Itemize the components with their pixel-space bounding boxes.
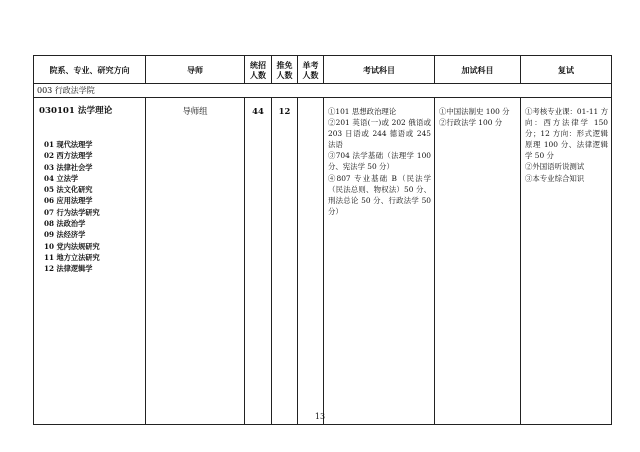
direction-item: 12 法律逻辑学 bbox=[44, 264, 93, 274]
table-header-row bbox=[34, 56, 612, 84]
add-exam-item: ①中国法制史 100 分 bbox=[439, 107, 510, 116]
header-exempt bbox=[272, 56, 298, 84]
direction-item: 06 应用法理学 bbox=[44, 196, 93, 206]
exempt-count: 12 bbox=[272, 98, 298, 425]
direction-item: 04 立法学 bbox=[44, 173, 79, 183]
direction-item: 09 法经济学 bbox=[44, 230, 86, 240]
department-row bbox=[34, 84, 612, 98]
advisor-cell: 导师组 bbox=[146, 98, 245, 425]
exam-item: ④807 专业基础 B（民法学（民法总则、物权法）50 分、刑法总论 50 分、行政法学 50 分） bbox=[328, 173, 431, 216]
direction-list bbox=[39, 139, 145, 275]
retest-cell bbox=[521, 98, 612, 425]
major-row bbox=[34, 98, 612, 425]
single-count bbox=[298, 98, 324, 425]
header-retest: 复试 bbox=[521, 56, 612, 84]
direction-item: 10 党内法规研究 bbox=[44, 241, 100, 251]
direction-item: 05 法文化研究 bbox=[44, 185, 93, 195]
direction-item: 07 行为法学研究 bbox=[44, 207, 100, 217]
retest-item: ②外国语听说测试 bbox=[525, 162, 585, 172]
page-number: 13 bbox=[314, 412, 326, 421]
header-advisor: 导师 bbox=[146, 56, 245, 84]
header-addexam: 加试科目 bbox=[435, 56, 521, 84]
exam-item: ③704 法学基础（法理学 100 分、宪法学 50 分） bbox=[328, 151, 431, 172]
direction-item: 11 地方立法研究 bbox=[44, 252, 100, 262]
direction-cell bbox=[34, 98, 146, 425]
header-single bbox=[298, 56, 324, 84]
retest-item: ③本专业综合知识 bbox=[525, 173, 585, 183]
enroll-count: 44 bbox=[245, 98, 272, 425]
header-exam: 考试科目 bbox=[324, 56, 435, 84]
exam-item: ②201 英语(一)或 202 俄语或 203 日语或 244 德语或 245 法语 bbox=[328, 118, 431, 150]
header-single-text: 单考人数 bbox=[302, 59, 319, 80]
direction-item: 02 西方法理学 bbox=[44, 151, 93, 161]
add-exam-cell bbox=[435, 98, 521, 425]
retest-item: ①考核专业课：01-11 方向：西方法律学 150 分；12 方向：形式逻辑原理 100 分、法律逻辑学 50 分 bbox=[525, 107, 608, 161]
header-enroll bbox=[245, 56, 272, 84]
exam-cell bbox=[324, 98, 435, 425]
add-exam-item: ②行政法学 100 分 bbox=[439, 118, 503, 128]
exam-item: ①101 思想政治理论 bbox=[328, 107, 397, 116]
header-exempt-text: 推免人数 bbox=[276, 59, 293, 80]
header-enroll-text: 统招人数 bbox=[250, 59, 266, 80]
major-code-title: 030101 法学理论 bbox=[39, 106, 113, 116]
admissions-table bbox=[33, 55, 612, 425]
department-name: 003 行政法学院 bbox=[34, 84, 612, 98]
direction-item: 03 法律社会学 bbox=[44, 162, 93, 172]
direction-item: 01 现代法理学 bbox=[44, 140, 93, 149]
header-direction: 院系、专业、研究方向 bbox=[34, 56, 146, 84]
direction-item: 08 法政治学 bbox=[44, 219, 86, 229]
